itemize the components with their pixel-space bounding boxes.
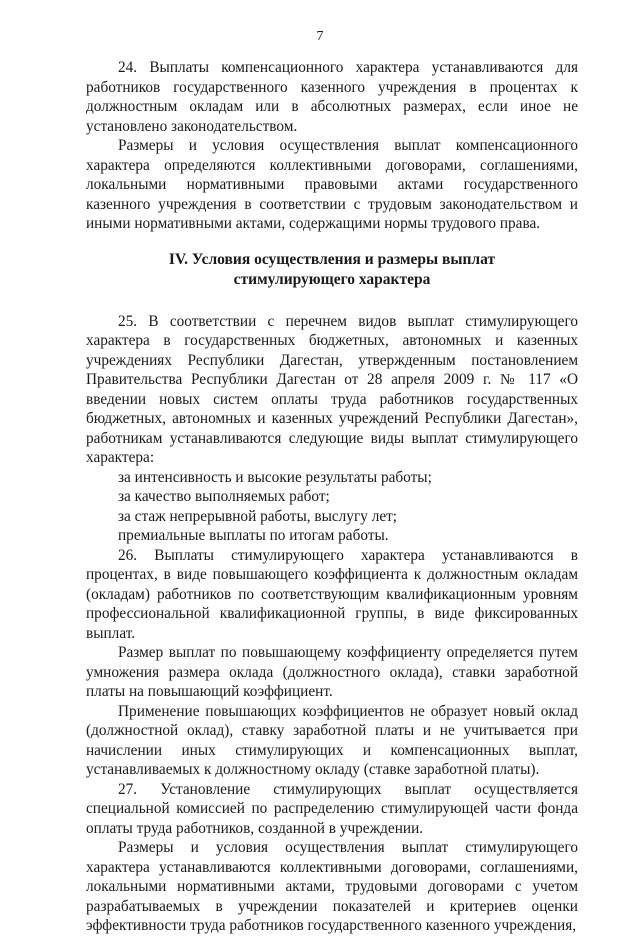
list-item: за стаж непрерывной работы, выслугу лет; <box>118 507 398 525</box>
list-item: за интенсивность и высокие результаты работы; <box>118 468 432 486</box>
page-number: 7 <box>316 29 324 44</box>
list-item: за качество выполняемых работ; <box>118 488 330 505</box>
section-heading-line-2: стимулирующего характера <box>233 270 431 288</box>
list-item: премиальные выплаты по итогам работы. <box>118 527 389 544</box>
paragraph-24: 24. Выплаты компенсационного характера устанавливаются для работников государственного казенного учреждения в процентах к должностным окладам или в абсолютных размерах, если иное не установлено законодательством. <box>86 59 578 135</box>
paragraph-27-terms: Размеры и условия осуществления выплат стимулирующего характера устанавливаются коллективными договорами, соглашениями, локальными нормативными актами, трудовыми договорами с учетом разрабатываемых в учреждении показателей и критериев оценки эффективности труда работников государственного казенного учреждения, <box>86 839 578 934</box>
section-heading-line-1: IV. Условия осуществления и размеры выплат <box>168 250 496 268</box>
paragraph-26-coefficient: Размер выплат по повышающему коэффициенту определяется путем умножения размера оклада (должностного оклада), ставки заработной платы на повышающий коэффициент. <box>86 644 578 700</box>
paragraph-25: 25. В соответствии с перечнем видов выплат стимулирующего характера в государственных бюджетных, автономных и казенных учреждениях Республики Дагестан, утвержденным постановлением Правительства Республики Дагестан от 28 апреля 2009 г. № 117 «О введении новых систем оплаты труда работников государственных бюджетных, автономных и казенных учреждений Республики Дагестан», работникам устанавливаются следующие виды выплат стимулирующего характера: <box>86 312 578 466</box>
section-heading <box>86 250 578 290</box>
paragraph-24-compensation-terms: Размеры и условия осуществления выплат компенсационного характера определяются коллективными договорами, соглашениями, локальными нормативными правовыми актами государственного казенного учреждения в соответствии с трудовым законодательством и иными нормативными актами, содержащими нормы трудового права. <box>86 137 578 232</box>
document-body <box>86 58 578 936</box>
paragraph-27: 27. Установление стимулирующих выплат осуществляется специальной комиссией по распределению стимулирующей части фонда оплаты труда работников, созданной в учреждении. <box>86 780 578 837</box>
paragraph-26-application: Применение повышающих коэффициентов не образует новый оклад (должностной оклад), ставку заработной платы и не учитывается при начислении иных стимулирующих и компенсационных выплат, устанавливаемых к должностному окладу (ставке заработной платы). <box>86 702 578 778</box>
paragraph-26: 26. Выплаты стимулирующего характера устанавливаются в процентах, в виде повышающего коэффициента к должностным окладам (окладам) работников по соответствующим квалификационным уровням профессиональной квалификационной группы, в виде фиксированных выплат. <box>86 546 578 642</box>
